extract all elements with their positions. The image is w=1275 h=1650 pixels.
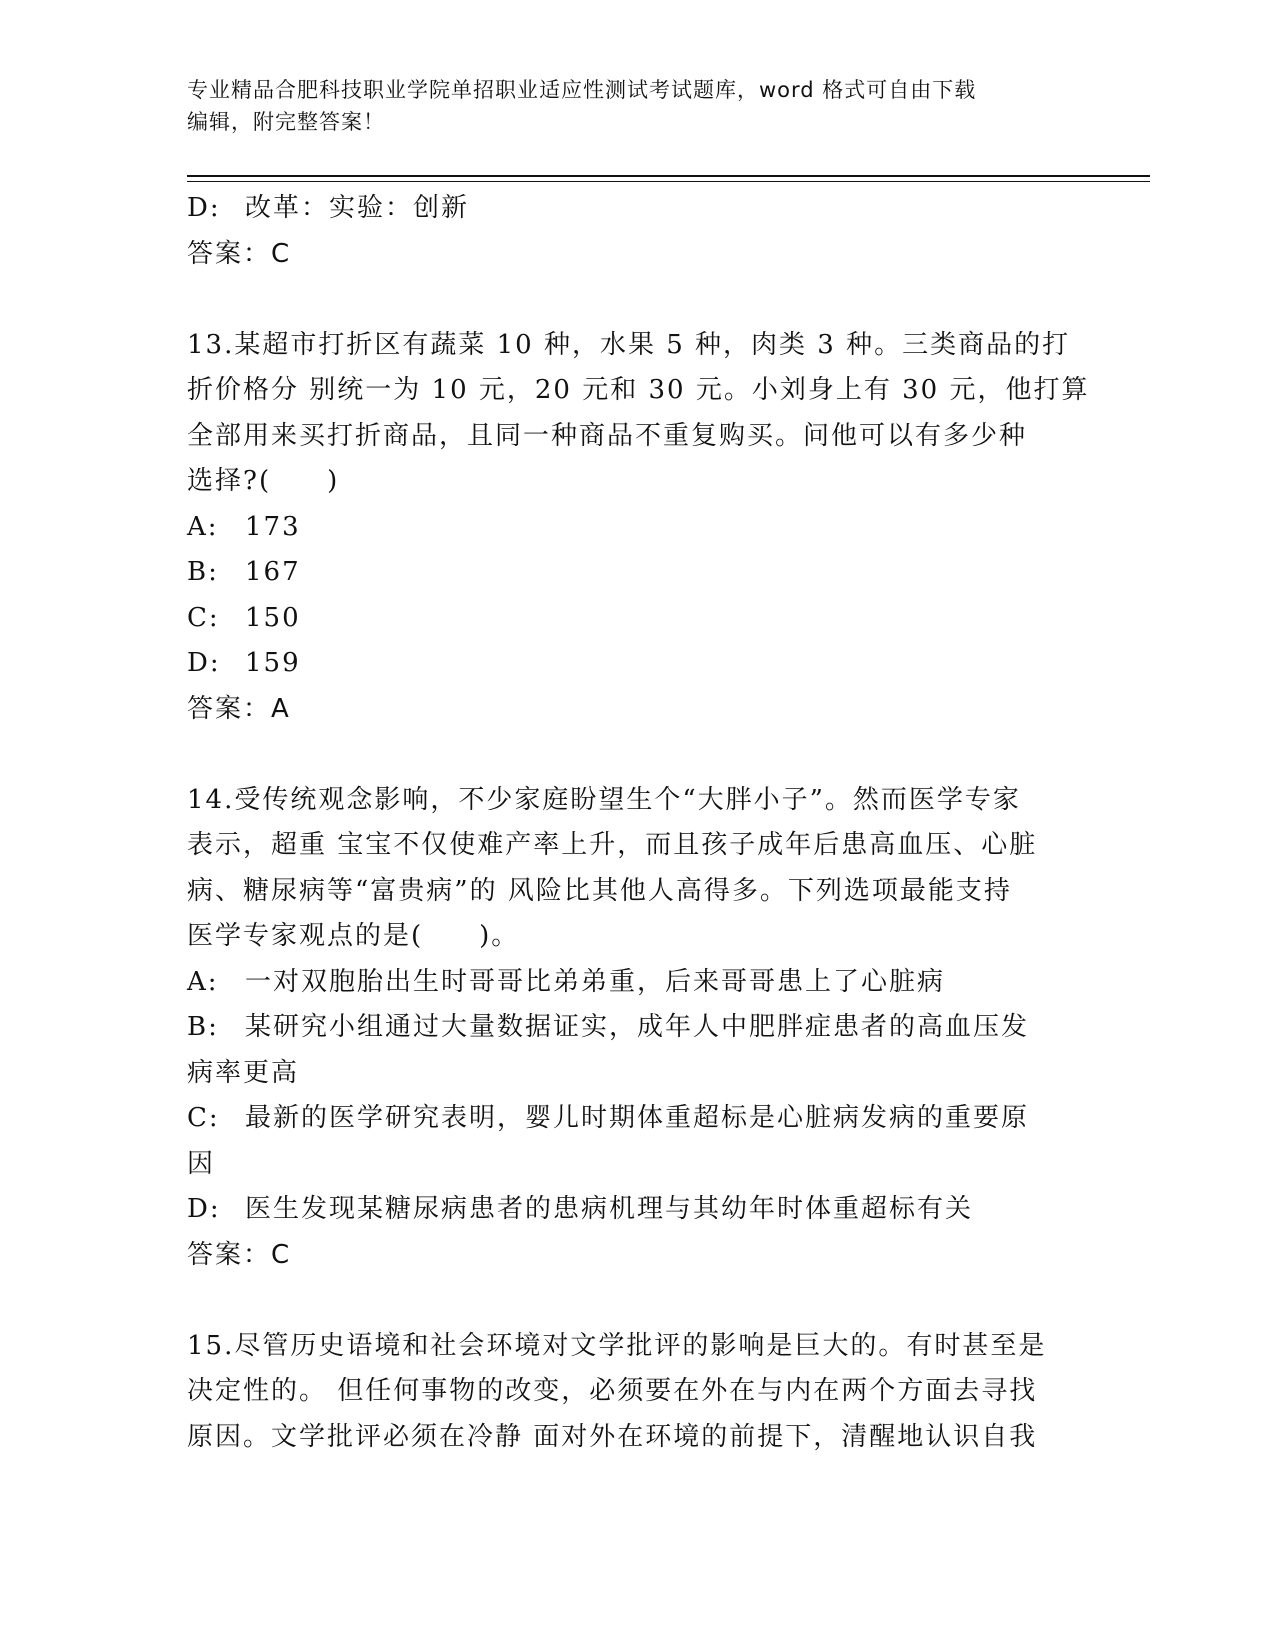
question-text-line: 表示，超重 宝宝不仅使难产率上升，而且孩子成年后患高血压、心脏 (187, 830, 1038, 860)
question-text-line: 医学专家观点的是( )。 (187, 921, 520, 951)
document-body (187, 186, 1090, 1460)
question-text-line: 决定性的。 但任何事物的改变，必须要在外在与内在两个方面去寻找 (187, 1376, 1038, 1406)
option-text: 改革：实验：创新 (245, 193, 470, 223)
option-c (187, 596, 1077, 642)
question-14 (187, 778, 1077, 1279)
header-line-1: 专业精品合肥科技职业学院单招职业适应性测试考试题库，word 格式可自由下载 (187, 78, 977, 102)
option-text: 一对双胞胎出生时哥哥比弟弟重，后来哥哥患上了心脏病 (245, 966, 946, 997)
option-a (187, 505, 1077, 551)
page-header (187, 74, 1067, 138)
option-d (187, 641, 1077, 687)
option-d (187, 1187, 1077, 1233)
option-b (187, 550, 1077, 596)
question-text-line: 13.某超市打折区有蔬菜 10 种，水果 5 种，肉类 3 种。三类商品的打 (187, 329, 1071, 360)
option-d-previous (187, 186, 1077, 232)
spacer (187, 277, 1077, 323)
option-c-continuation: 因 (187, 1148, 216, 1179)
header-line-2: 编辑，附完整答案！ (187, 110, 385, 134)
question-text-line: 选择?( ) (187, 466, 340, 496)
spacer (187, 1278, 1077, 1324)
header-rule-thin (187, 181, 1150, 182)
option-text: 某研究小组通过大量数据证实，成年人中肥胖症患者的高血压发 (245, 1012, 1030, 1042)
option-label: D: (187, 1194, 221, 1224)
option-text: 159 (245, 648, 301, 678)
option-a (187, 960, 1077, 1006)
option-text: 167 (245, 557, 301, 587)
question-15 (187, 1324, 1077, 1461)
option-label: A: (187, 511, 219, 542)
answer-previous: 答案：C (187, 238, 292, 269)
question-text-line: 14.受传统观念影响，不少家庭盼望生个“大胖小子”。然而医学专家 (187, 784, 1021, 815)
option-b (187, 1005, 1077, 1051)
option-label: B: (187, 557, 219, 587)
option-label: C: (187, 602, 220, 633)
option-text: 最新的医学研究表明，婴儿时期体重超标是心脏病发病的重要原 (245, 1103, 1030, 1133)
header-rule-thick (187, 175, 1150, 177)
option-label: A: (187, 966, 219, 997)
question-text-line: 折价格分 别统一为 10 元，20 元和 30 元。小刘身上有 30 元，他打算 (187, 375, 1090, 405)
question-text-line: 全部用来买打折商品，且同一种商品不重复购买。问他可以有多少种 (187, 420, 1028, 451)
option-text: 173 (245, 511, 301, 542)
question-text-line: 原因。文学批评必须在冷静 面对外在环境的前提下，清醒地认识自我 (187, 1421, 1038, 1452)
answer-14: 答案：C (187, 1239, 292, 1270)
spacer (187, 732, 1077, 778)
option-c (187, 1096, 1077, 1142)
option-text: 150 (245, 602, 301, 633)
answer-13: 答案：A (187, 693, 291, 724)
question-text-line: 15.尽管历史语境和社会环境对文学批评的影响是巨大的。有时甚至是 (187, 1330, 1047, 1361)
option-label: D: (187, 193, 221, 223)
question-13 (187, 323, 1090, 733)
option-label: B: (187, 1012, 219, 1042)
option-label: C: (187, 1103, 220, 1133)
option-text: 医生发现某糖尿病患者的患病机理与其幼年时体重超标有关 (245, 1194, 974, 1224)
option-b-continuation: 病率更高 (187, 1057, 300, 1088)
question-text-line: 病、糖尿病等“富贵病”的 风险比其他人高得多。下列选项最能支持 (187, 875, 1012, 906)
option-label: D: (187, 648, 221, 678)
